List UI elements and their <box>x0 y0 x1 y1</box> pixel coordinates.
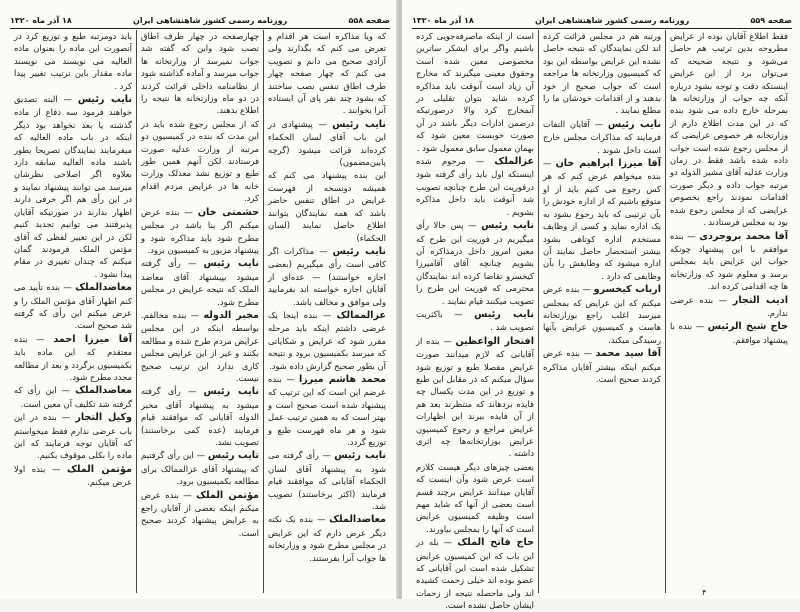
paragraph-text: — بنده تأیید می کنم اظهار آقای مؤتمن الملک را و عرض میکنم این رأی که گرفته شد صحیح است. <box>14 282 132 331</box>
speaker-name: معاضدالملک <box>329 514 386 526</box>
paragraph <box>543 157 661 282</box>
paragraph <box>416 308 534 334</box>
paragraph <box>268 118 386 169</box>
paragraph-text: — بنده عرض میکنم اینکه بیشتر آقایان مذاکره کردند صحیح است. <box>543 348 661 384</box>
paragraph-text: ورتبه هم در مجلس قرائت کرده اند لکن نمایندگان که نتیجه حاصل نشده این عرایض بواسطه این بود که کمیسیون وزارتخانه ها مراجعه است که جواب صحیح از خود بدهند و از اقدامات خودشان ما را مطلع نمایند . <box>543 31 661 116</box>
speaker-name: حاج فاتح الملک <box>457 537 534 549</box>
paragraph-text: — بنده میخواهم عرض کنم که هر کس رجوع می کنیم باید از او متوقع باشیم که از اداره خودش را بآن ترتیبی که باید رجوع بشود به یک اداره نماید و کسی از وظایف مستخدم اداره کوتاهی بشود بیشتر استحضار حاصل نمایند آن اداره میشود که وظایفش را بآن وظایفی که دارد . <box>543 158 661 281</box>
paragraph-text: — پیشنهادی در این باب آقای لسان الحکماء کرده‌اند قرائت میشود (گرچه پایین‌مضمون) <box>268 118 386 168</box>
paragraph-text: — بنده اولا عرض میکنم. <box>14 463 132 488</box>
paragraph <box>543 283 661 346</box>
paragraph <box>14 384 132 410</box>
paragraph-text: بعضی چیزهای دیگر هیست کلازم است عرض شود وآن اینست که آقایان میدانند عرایض برچند قسم است بعضی از آنها که شاید مهم است وظیفه کمیسیون عرایض است که آنها را بمجلس بیاورند. <box>416 461 534 534</box>
paragraph-text: — مرحوم شده اینستکه اول باید رأی گرفته شود درفوریت این طرح چنانچه تصویب شد آنوقت باید داخل مذاکره بشویم . <box>416 156 534 217</box>
page-number: صفحه ۵۵۸ <box>348 15 390 25</box>
paragraph-text: فقط اطلاع آقایان بوده از عرایض مطروحه بدین ترتیب هم حاصل می‌شود و نتیجه صحیحه که می‌توان برد از این عرایض اینستکه دقت و توجه بشود درباره آنکه چه جواب از وزارتخانه ها بمرحله خارج داده می شود بنده که در این مدت اطلاع دارم از وزارتخانه هر خصوص عرایضی که از مجلس رجوع شده است جواب داده شده باشد فقط در زمان وزارت عدلیه آقای مشیر الدوله دو مرتبه جواب داده و دیگر صورت اقدامات نمودند راجع بخصوص عرایضی که از مجلس رجوع شده بود به مجلس فرستادند . <box>670 31 788 228</box>
paragraph <box>268 449 386 512</box>
paragraph-text: که ویا مذاکره است هر اقدام و تعرض می کنم که بگذارند ولی آزادی صحیح می دانم و تصویب می کنم که چهار صفحه چهار طرف اطاق تنفس نصب ساختند که بشود چند نفر پای آن ایستاده آنرا بخوانند . <box>268 31 386 116</box>
paragraph-text: — بنده از آقایانی که لازم میدانند صورت عرایض مفصلا طبع و توزیع شود سؤال میکنم که در مقابل این طبع و توزیع در این مدت یکسال چه فایده بردهاند که منتظرند بعد هم از آن فایده ببرند این اظهارات عرایض مراجع و رجوع کمیسیون عرایض بوزارتخانه‌ها چه اثری داشته . <box>416 335 534 459</box>
paragraph-text: — بنده اینجا یک عرضی داشتم اینکه باید مرحله مقرر شود که عرایض و شکایاتی که میرسد بکمیسیون برود و نتیجه آن بطور صحیح گزارش داده شود. <box>268 309 386 371</box>
paragraph-text: — البته تصدیق خواهند فرمود سه دفاع از ماده گذشته یا بعد نخواهد بود دیگر اینکه در باب ماده العالیه که میفرمایند نمایندگان تصریحا بطور باشند ماده العالیه سابقه دارد بعلاوه اگر اصلاحی نظرشان میرسد می توانند پیشنهاد نمایند و در این رأی هم اگر حرفی دارند اظهار بدارند در صورتیکه آقایان پذیرفتند می توانیم تجدید کنیم لکن در این تغییر لفظی که آقای مؤتمن الملک فرمودند گمان میکنم که چندان تغییری در مقام پیدا نشود . <box>14 94 132 279</box>
paragraph <box>14 93 132 280</box>
speaker-name: آقا سید محمد <box>595 348 661 360</box>
speaker-name: ادیب التجار <box>732 294 788 306</box>
paragraph <box>268 373 386 448</box>
paragraph <box>14 333 132 384</box>
paragraph-text: — باکثریت تصویب شد . <box>416 308 534 333</box>
speaker-name: مخبر الدوله <box>203 309 260 321</box>
text-column <box>136 30 263 593</box>
paragraph-text: — بنده یک نکته دیگر عرض دارم که این عرایض در مجلس مطرح شود و وزارتخانه ها جواب آنرا بفرستند. <box>268 514 386 563</box>
speaker-name: نایب رئیس <box>332 245 386 257</box>
page-footnote: ۴ <box>702 588 707 597</box>
speaker-name: عزالممالک <box>336 309 386 321</box>
paragraph-text: — بنده عرض میکنم که این عرایض که بمجلس میرسد اغلب راجع بوزارتخانه هاست و کمیسیون عرایض بآنها رسیدگی میکند. <box>543 284 661 345</box>
paragraph <box>416 30 534 154</box>
speaker-name: افتخار الواعظین <box>455 335 534 347</box>
paragraph <box>543 30 661 117</box>
paragraph <box>670 320 788 346</box>
paragraph <box>416 536 534 611</box>
paragraph <box>416 155 534 218</box>
paragraph-text: — بله در این باب که این کمیسیون عرایض تشکیل شده است این آقایانی که عضو بوده اند خیلی زحمت کشیده اند ولی ماحصله نتیجه از زحمات ایشان حاصل نشده است. <box>416 537 534 611</box>
right-page-columns <box>412 30 792 611</box>
paragraph <box>141 118 259 205</box>
paragraph <box>14 30 132 92</box>
paragraph-text: — بنده عرض میکنم اگر بنا باشد در مجلس مطرح شود باید مذاکره شود و پیشنهاد مزبور به کمیسیون برود. <box>141 206 259 255</box>
speaker-name: نایب رئیس <box>334 450 386 462</box>
paragraph-text: — پس حالا رأی میگیریم در فوریت این طرح که معین امروز داخل درمذاکره آن بشویم چنانچه آقای آقامیرزا کیخسرو تقاضا کرده اند نمایندگان محترمی که فوریت این طرح را تصویب میکنند قیام نمایند . <box>416 220 534 306</box>
paragraph-text: — بنده عرض میکنم اینکه بعضی از آقایان راجع به عرایض پیشنهاد کردند صحیح است. <box>141 489 259 538</box>
paragraph-text: چهارصفحه در چهار طرف اطاق نصب شود واین که گفته شد جواب نمیرسد از وزارتخانه ها جواب میرسد و آماده گذاشته شود از نظامنامه داخلی قرائت کردند در دو ماه وزارتخانه ها نتیجه را اطلاع بدهند. <box>141 31 259 116</box>
paragraph-text: این بنده پیشنهاد می کنم که همیشه دونسخه از فهرست عرایض در اطاق تنفس حاضر باشد که همه نمایندگان بتوانند اطلاع حاصل نمایند (لسان الحکماء) <box>268 170 386 243</box>
speaker-name: نایب رئیس <box>481 220 534 232</box>
paragraph-text: — بنده موافقم با این پیشنهاد چونکه جواب این عرایض باید بمجلس برسد و معلوم شود که وزارتخانه ها چه اقدامی کرده اند. <box>670 230 788 292</box>
paragraph-text: — رأی گرفته می شود به پیشنهاد آقای لسان الحکماء آقایانی که موافقند قیام فرمایند (اکثر برخاستند) تصویب شد. <box>268 450 386 512</box>
paragraph-text: — رأی گرفته میشود به پیشنهاد آقای مخبر الدوله آقایانی که موافقند قیام فرمایند (عده کمی برخاستند) تصویب نشد. <box>141 386 259 447</box>
text-column <box>263 30 390 593</box>
speaker-name: نایب رئیس <box>474 308 534 320</box>
paragraph <box>141 309 259 384</box>
text-column <box>665 30 792 593</box>
left-page <box>0 0 398 599</box>
speaker-name: آقا میرزا ابراهیم خان <box>555 158 661 170</box>
speaker-name: معاضدالملک <box>75 385 132 397</box>
paragraph <box>14 411 132 462</box>
right-page-header <box>412 14 792 29</box>
paragraph <box>14 463 132 489</box>
issue-date: ۱۸ آذر ماه ۱۳۲۰ <box>412 15 474 25</box>
paragraph <box>543 118 661 156</box>
paragraph-text: — بنده عرضم این است که این ترتیب که پیشنهاد شده است صحیح است و بهتر است که به همین ترتیب عمل شود و هر ماه فهرست طبع و توزیع گردد. <box>268 373 386 447</box>
speaker-name: عزالملک <box>494 156 535 168</box>
speaker-name: نایب رئیس <box>203 386 259 398</box>
issue-date: ۱۸ آذر ماه ۱۳۲۰ <box>10 15 72 25</box>
paragraph-text: — رأی گرفته میشود بپیشنهاد آقای معاضد الملک که نتیجه عرایض در مجلس مطرح شود. <box>141 258 259 307</box>
paragraph-text: — آقایان التفات فرمایند که مذاکرات مجلس خارج است داخل شوند . <box>543 118 661 155</box>
paragraph-text: — بنده معتقدم که این ماده باید بکمیسیون برگردد و بعد از مطالعه مجدد مطرح شود. <box>14 333 132 382</box>
paragraph <box>416 219 534 307</box>
paragraph-text: — بنده در این باب عرضی ندارم فقط میخواستم که آقایان توجه فرمایند که این ماده را بکلی موقوف بکنیم. <box>14 412 132 461</box>
paragraph <box>141 30 259 117</box>
speaker-name: معاضدالملک <box>75 282 132 294</box>
paragraph <box>416 461 534 535</box>
speaker-name: آقا محمد بروجردی <box>699 230 788 242</box>
page-number: صفحه ۵۵۹ <box>750 15 792 25</box>
speaker-name: نایب رئیس <box>203 258 259 270</box>
speaker-name: محمد هاشم میرزا <box>298 373 386 385</box>
speaker-name: ارباب کیخسرو <box>593 284 661 296</box>
paragraph <box>268 513 386 564</box>
paragraph-text: باید دومرتبه طبع و توزیع کرد در آنصورت این ماده را بعنوان ماده العالیه می نویسند می نویسند ماده مقدار باین ترتیب تغییر پیدا کرد . <box>14 31 132 91</box>
speaker-name: نایب رئیس <box>607 118 661 130</box>
text-column <box>412 30 538 611</box>
paragraph <box>670 294 788 320</box>
paragraph <box>268 30 386 117</box>
paragraph <box>141 449 259 487</box>
text-column <box>538 30 665 593</box>
paragraph <box>268 309 386 372</box>
paragraph <box>670 30 788 229</box>
paragraph-text: است از اینکه ماصرفه‌جویی کرده باشیم واگر برای ایشکر ساترین مخصوصی معین شده است وحقوق معینی میگیرند که مخارج آن زیاد است آنوقت باید مذاکره کرده شاید بتوان تقلیلی در آنمخارج کرد والا درصورتیکه درضمن ادارات دیگر باشد در آن صورت خوبست معین شود که بهمان معمول سابق معمول شود . <box>416 31 534 153</box>
paragraph <box>141 206 259 257</box>
speaker-name: حاج شیخ الرئیس <box>707 321 788 333</box>
speaker-name: نایب رئیس <box>77 94 132 106</box>
paragraph <box>543 347 661 385</box>
text-column <box>10 30 136 593</box>
left-page-columns <box>10 30 390 593</box>
paragraph-text: — بنده عرضی ندارم. <box>670 294 788 318</box>
speaker-name: وکیل التجار <box>75 412 132 424</box>
left-page-header <box>10 14 390 29</box>
paragraph <box>141 489 259 540</box>
gazette-title: روزنامه رسمی کشور شاهنشاهی ایران <box>535 15 690 25</box>
paragraph <box>141 385 259 448</box>
paragraph <box>268 169 386 243</box>
paragraph <box>268 245 386 308</box>
speaker-name: حشمتی خان <box>197 206 259 218</box>
paragraph-text: که از مجلس رجوع شده باید در این مدت که بنده در کمیسیون دو مرتبه از وزارت عدلیه صورت فرستادند لکن آنهم همین طور طبع و توزیع نشد معذلک وزارت خانه ها در عرایض مردم اقدام کرد. <box>141 118 259 204</box>
paragraph-text: — این رأی که گرفته شد تکلیف آن معین است. <box>14 385 132 409</box>
paragraph-text: — بنده با پیشنهاد موافقم. <box>670 321 788 345</box>
paragraph <box>14 281 132 332</box>
right-page <box>402 0 800 611</box>
paragraph <box>670 230 788 293</box>
speaker-name: تایب رئیس <box>207 450 259 462</box>
paragraph-text: — مذاکرات اگر کافی است رأی میگیریم (بعضی اجازه خواستند) — عده‌ای از آقایان اجازه خواسته اند بفرمایید ولی موافق و مخالف باشد. <box>268 245 386 307</box>
gazette-title: روزنامه رسمی کشور شاهنشاهی ایران <box>133 15 288 25</box>
paragraph-text: — بنده مخالفم. بواسطه اینکه در این مجلس عرایض مردم طرح شده و مطالعه بکنند و غیر از این عرایض مجلس کاری ندارد این ترتیب صحیح نیست. <box>141 309 259 383</box>
speaker-name: نایب رئیس <box>332 118 387 130</box>
paragraph <box>416 335 534 460</box>
paragraph-text: — این رأی گرفتیم که پیشنهاد آقای عزالممالک برای مطالعه بکمیسیون برود. <box>141 450 259 487</box>
paragraph <box>141 257 259 308</box>
speaker-name: مؤتمن الملک <box>67 463 132 475</box>
speaker-name: آقا میرزا احمد <box>53 333 132 345</box>
speaker-name: مؤتمن الملک <box>196 489 259 501</box>
